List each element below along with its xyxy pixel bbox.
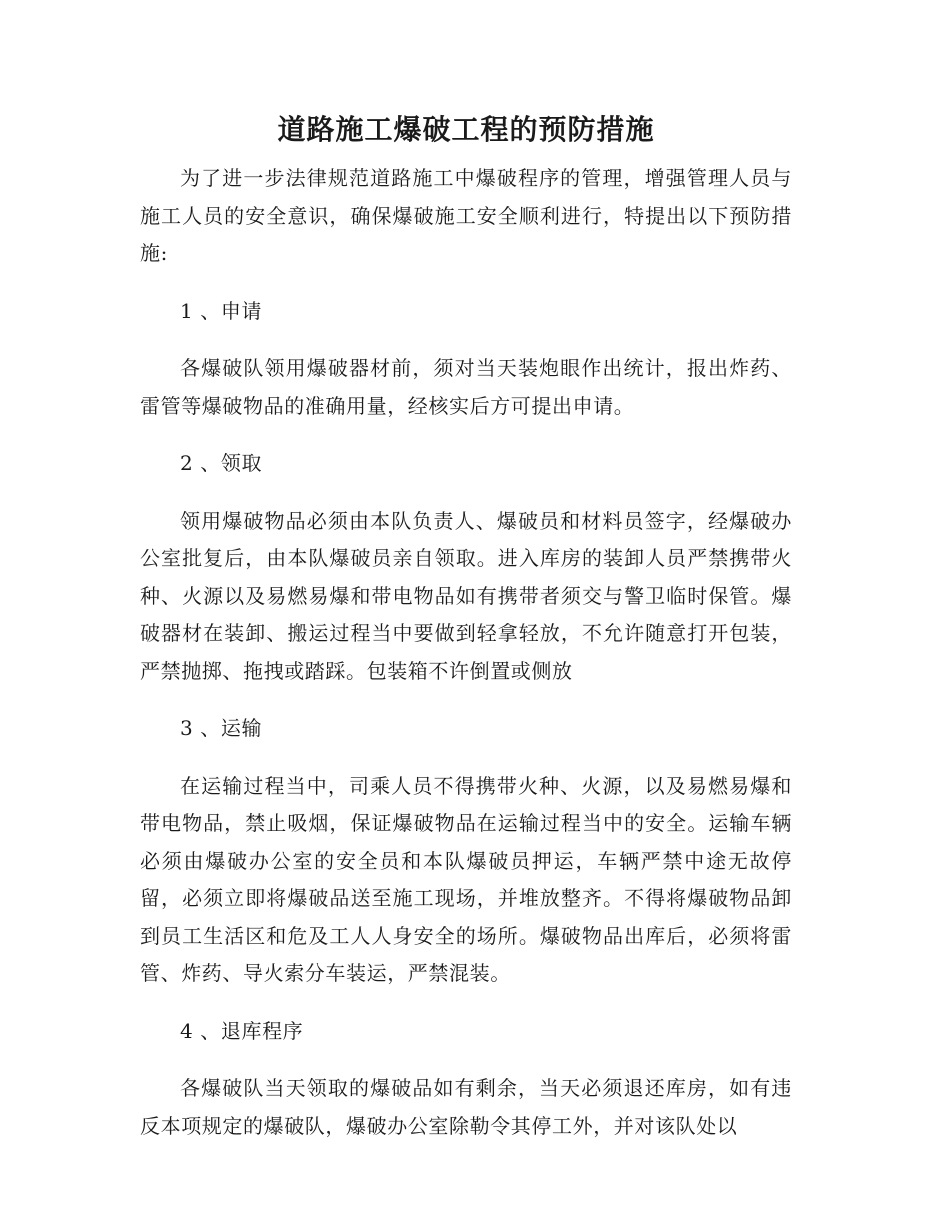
intro-paragraph: 为了进一步法律规范道路施工中爆破程序的管理，增强管理人员与施工人员的安全意识，确保爆破施工安全顺利进行，特提出以下预防措施: [140, 166, 792, 265]
section-body-return: 各爆破队当天领取的爆破品如有剩余，当天必须退还库房，如有违反本项规定的爆破队，爆破办公室除勒令其停工外，并对该队处以 [140, 1076, 792, 1138]
section-heading-collect: 2 、领取 [180, 451, 263, 475]
section-body-collect: 领用爆破物品必须由本队负责人、爆破员和材料员签字，经爆破办公室批复后，由本队爆破员亲自领取。进入库房的装卸人员严禁携带火种、火源以及易燃易爆和带电物品如有携带者须交与警卫临时保管。爆破器材在装卸、搬运过程当中要做到轻拿轻放，不允许随意打开包装，严禁抛掷、拖拽或踏踩。包装箱不许倒置或侧放 [140, 508, 792, 683]
section-body-apply: 各爆破队领用爆破器材前，须对当天装炮眼作出统计，报出炸药、雷管等爆破物品的准确用量，经核实后方可提出申请。 [140, 356, 792, 418]
section-heading-return: 4 、退库程序 [180, 1018, 304, 1043]
section-heading-apply: 1 、申请 [180, 298, 263, 323]
document-page [140, 110, 792, 1165]
document-title: 道路施工爆破工程的预防措施 [277, 113, 655, 146]
section-heading-transport: 3 、运输 [180, 716, 263, 740]
section-body-transport: 在运输过程当中，司乘人员不得携带火种、火源，以及易燃易爆和带电物品，禁止吸烟，保证爆破物品在运输过程当中的安全。运输车辆必须由爆破办公室的安全员和本队爆破员押运，车辆严禁中途无故停留，必须立即将爆破品送至施工现场，并堆放整齐。不得将爆破物品卸到员工生活区和危及工人人身安全的场所。爆破物品出库后，必须将雷管、炸药、导火索分车装运，严禁混装。 [140, 773, 792, 985]
